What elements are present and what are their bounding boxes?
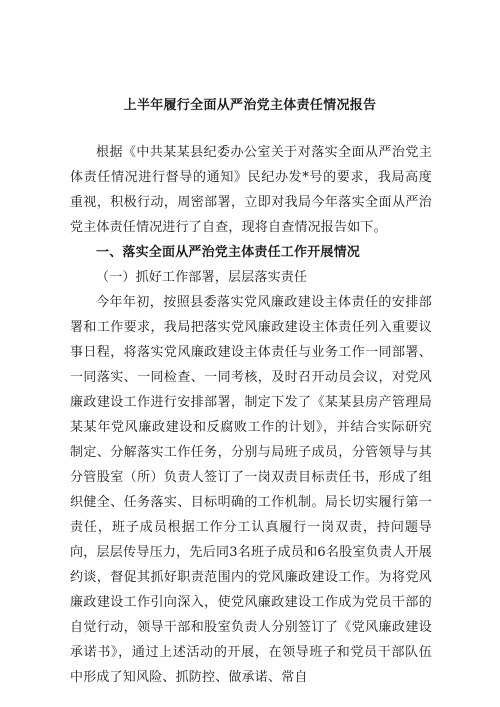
subsection-heading: （一）抓好工作部署，层层落实责任 [96,270,308,285]
document-title: 上半年履行全面从严治党主体责任情况报告 [123,98,377,113]
intro-paragraph: 根据《中共某某县纪委办公室关于对落实全面从严治党主体责任情况进行督导的通知》民纪办发*号的要求，我局高度重视，积极行动，周密部署，立即对我局今年落实全面从严治党主体责任情况进行了自查，现将自查情况报告如下。 [70,145,432,235]
body-paragraph: 今年年初，按照县委落实党风廉政建设主体责任的安排部署和工作要求，我局把落实党风廉政建设主体责任列入重要议事日程，将落实党风廉政建设主体责任与业务工作一同部署、一同落实、一同检查、一同考核，及时召开动员会议，对党风廉政建设工作进行安排部署，制定下发了《某某县房产管理局某某年党风廉政建设和反腐败工作的计划》，并结合实际研究制定、分解落实工作任务，分别与局班子成员，分管领导与其分管股室（所）负责人签订了一岗双责目标责任书，形成了组织健全、任务落实、目标明确的工作机制。局长切实履行第一责任，班子成员根据工作分工认真履行一岗双责，持问题导向，层层传导压力，先后同3名班子成员和6名股室负责人开展约谈，督促其抓好职责范围内的党风廉政建设工作。为将党风廉政建设工作引向深入，使党风廉政建设工作成为党员干部的自觉行动，领导干部和股室负责人分别签订了《党风廉政建设承诺书》，通过上述活动的开展，在领导班子和党员干部队伍中形成了知风险、抓防控、做承诺、常自 [70,295,432,685]
document-body [70,140,432,690]
section-heading: 一、落实全面从严治党主体责任工作开展情况 [96,245,361,260]
